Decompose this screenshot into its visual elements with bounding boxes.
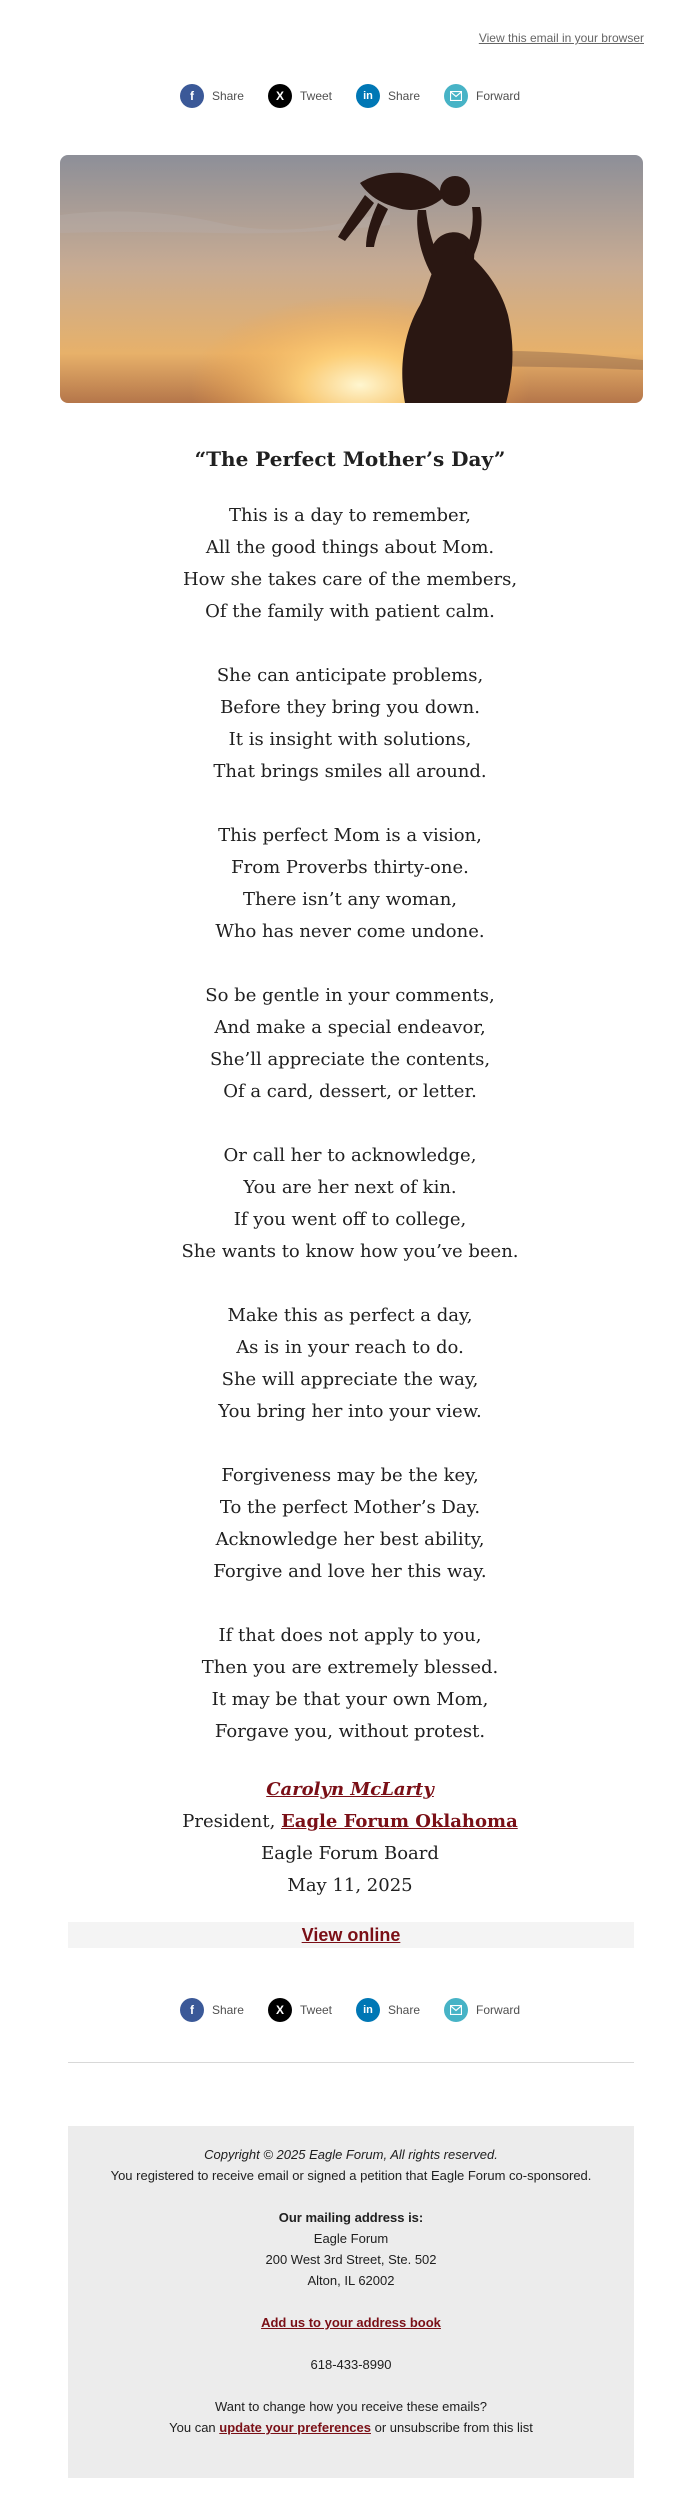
forward-button[interactable] (444, 83, 520, 109)
x-icon: X (268, 84, 292, 108)
x-icon: X (268, 1998, 292, 2022)
poem-line: She’ll appreciate the contents, (209, 1049, 491, 1070)
facebook-share-label: Share (211, 89, 244, 103)
poem-stanza (0, 1620, 700, 1748)
poem-line: As is in your reach to do. (236, 1337, 464, 1358)
poem-line: It may be that your own Mom, (211, 1689, 489, 1710)
facebook-icon: f (180, 84, 204, 108)
address-street: 200 West 3rd Street, Ste. 502 (265, 2252, 437, 2267)
poem-line: You bring her into your view. (218, 1401, 482, 1422)
poem-line: How she takes care of the members, (182, 569, 518, 590)
share-bar-top (0, 83, 700, 109)
poem-line: You are her next of kin. (243, 1177, 457, 1198)
unsubscribe-text[interactable]: or unsubscribe from this list (371, 2420, 533, 2435)
poem-line: Who has never come undone. (215, 921, 485, 942)
twitter-tweet-button[interactable] (268, 83, 332, 109)
poem-line: Of a card, dessert, or letter. (223, 1081, 477, 1102)
linkedin-share-label: Share (388, 2003, 421, 2017)
twitter-tweet-button[interactable] (268, 1997, 332, 2023)
poem-stanza (0, 1300, 700, 1428)
poem-line: She can anticipate problems, (216, 665, 484, 686)
poem (0, 440, 700, 1780)
forward-label: Forward (476, 89, 521, 103)
address-city: Alton, IL 62002 (307, 2273, 395, 2288)
add-to-address-book-link[interactable]: Add us to your address book (261, 2315, 441, 2330)
linkedin-icon: in (356, 84, 380, 108)
forward-button[interactable] (444, 1997, 520, 2023)
forward-label: Forward (476, 2003, 521, 2017)
address-name: Eagle Forum (313, 2231, 389, 2246)
poem-line: All the good things about Mom. (205, 537, 495, 558)
poem-line: If you went off to college, (233, 1209, 467, 1230)
poem-stanza (0, 500, 700, 628)
poem-line: So be gentle in your comments, (205, 985, 495, 1006)
poem-line: Forgiveness may be the key, (221, 1465, 479, 1486)
footer (68, 2126, 634, 2478)
poem-line: If that does not apply to you, (218, 1625, 482, 1646)
poem-line: Make this as perfect a day, (227, 1305, 473, 1326)
poem-line: To the perfect Mother’s Day. (219, 1497, 481, 1518)
view-online-bar (68, 1922, 634, 1948)
linkedin-share-button[interactable] (356, 1997, 420, 2023)
registration-notice: You registered to receive email or signed a petition that Eagle Forum co-sponsored. (110, 2168, 592, 2183)
author-link[interactable]: Carolyn McLarty (266, 1779, 434, 1800)
twitter-tweet-label: Tweet (299, 2003, 332, 2017)
poem-stanza (0, 980, 700, 1108)
poem-stanzas (0, 500, 700, 1748)
poem-line: Forgive and love her this way. (213, 1561, 487, 1582)
view-in-browser-link[interactable]: View this email in your browser (478, 31, 644, 45)
footer-divider (68, 2062, 634, 2063)
poem-line: And make a special endeavor, (214, 1017, 486, 1038)
poem-line: She wants to know how you’ve been. (181, 1241, 519, 1262)
poem-line: Forgave you, without protest. (214, 1721, 486, 1742)
poem-line: It is insight with solutions, (228, 729, 472, 750)
linkedin-icon: in (356, 1998, 380, 2022)
facebook-share-button[interactable] (180, 1997, 244, 2023)
poem-line: That brings smiles all around. (213, 761, 487, 782)
eagle-forum-oklahoma-link[interactable]: Eagle Forum Oklahoma (281, 1811, 518, 1832)
poem-stanza (0, 660, 700, 788)
mailing-address-heading: Our mailing address is: (278, 2210, 424, 2225)
poem-line: Of the family with patient calm. (205, 601, 495, 622)
share-bar-bottom (0, 1997, 700, 2023)
poem-stanza (0, 820, 700, 948)
linkedin-share-button[interactable] (356, 83, 420, 109)
twitter-tweet-label: Tweet (299, 89, 332, 103)
facebook-icon: f (180, 1998, 204, 2022)
hero-image-mother-child-silhouette (60, 155, 643, 403)
you-can-text: You can (169, 2420, 220, 2435)
poem-stanza (0, 1460, 700, 1588)
poem-stanza (0, 1140, 700, 1268)
envelope-icon (444, 1998, 468, 2022)
copyright-text: Copyright © 2025 Eagle Forum, All rights reserved. (204, 2147, 498, 2162)
facebook-share-button[interactable] (180, 83, 244, 109)
author-title-prefix: President, (182, 1811, 282, 1832)
author-board: Eagle Forum Board (261, 1843, 439, 1864)
poem-line: Or call her to acknowledge, (223, 1145, 477, 1166)
poem-title: “The Perfect Mother’s Day” (194, 447, 506, 471)
preferences-line (68, 2417, 634, 2438)
change-preferences-prompt: Want to change how you receive these emails? (215, 2399, 487, 2414)
poem-line: Before they bring you down. (220, 697, 480, 718)
envelope-icon (444, 84, 468, 108)
poem-date: May 11, 2025 (287, 1875, 413, 1896)
poem-line: Acknowledge her best ability, (215, 1529, 485, 1550)
poem-line: From Proverbs thirty-one. (231, 857, 469, 878)
poem-line: She will appreciate the way, (221, 1369, 479, 1390)
update-preferences-link[interactable]: update your preferences (219, 2420, 371, 2435)
poem-line: There isn’t any woman, (242, 889, 458, 910)
view-online-link[interactable]: View online (301, 1925, 401, 1945)
poem-line: This perfect Mom is a vision, (218, 825, 482, 846)
poem-line: This is a day to remember, (229, 505, 471, 526)
signature-block (0, 1774, 700, 1902)
facebook-share-label: Share (211, 2003, 244, 2017)
linkedin-share-label: Share (388, 89, 421, 103)
phone-number: 618-433-8990 (310, 2357, 392, 2372)
poem-line: Then you are extremely blessed. (201, 1657, 499, 1678)
